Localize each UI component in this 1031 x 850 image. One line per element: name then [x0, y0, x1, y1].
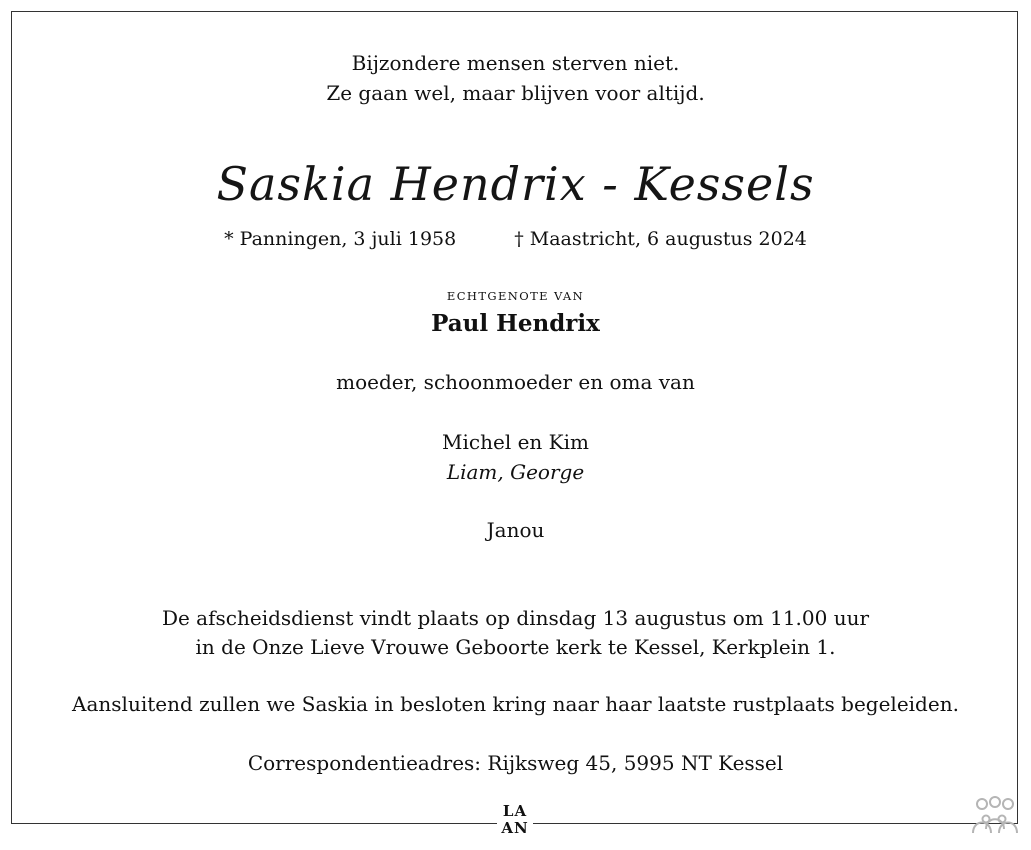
life-dates: [0, 224, 1031, 254]
service-line-1: De afscheidsdienst vindt plaats op dinsdag 13 augustus om 11.00 uur: [161, 606, 870, 630]
deceased-name: Saskia Hendrix - Kessels: [216, 157, 815, 211]
quote-line-1: Bijzondere mensen sterven niet.: [351, 51, 680, 75]
child-2: Janou: [486, 518, 545, 542]
logo-line-2: AN: [501, 819, 529, 837]
grandchildren-1: Liam, George: [446, 460, 585, 484]
service-line-2: in de Onze Lieve Vrouwe Geboorte kerk te Kessel, Kerkplein 1.: [195, 635, 836, 659]
spouse-name: Paul Hendrix: [431, 310, 600, 337]
correspondence-address: Correspondentieadres: Rijksweg 45, 5995 NT Kessel: [247, 751, 784, 775]
family-intro: moeder, schoonmoeder en oma van: [336, 370, 695, 394]
child-1: Michel en Kim: [442, 430, 589, 454]
service-line-3: Aansluitend zullen we Saskia in besloten kring naar haar laatste rustplaats begeleiden.: [72, 692, 959, 716]
laan-logo: [497, 803, 533, 843]
death-date: † Maastricht, 6 augustus 2024: [514, 228, 807, 250]
family-people-icon: [968, 795, 1020, 839]
birth-date: * Panningen, 3 juli 1958: [224, 228, 457, 250]
spouse-label: ECHTGENOTE VAN: [446, 289, 585, 303]
logo-line-1: LA: [502, 802, 528, 820]
quote-line-2: Ze gaan wel, maar blijven voor altijd.: [326, 81, 705, 105]
